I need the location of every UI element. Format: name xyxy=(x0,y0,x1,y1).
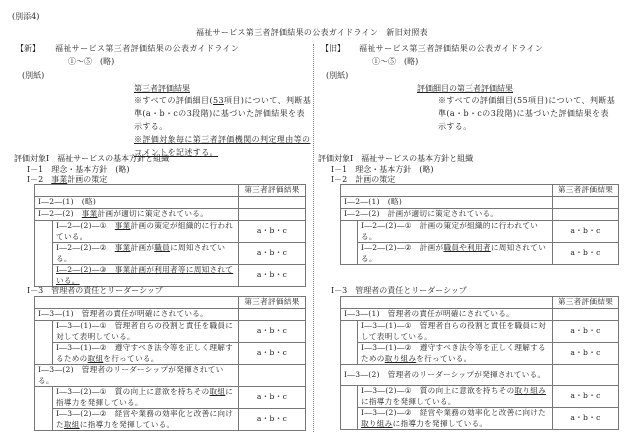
table-row xyxy=(341,365,619,386)
text-segment: ※すべての評価細目( xyxy=(134,96,213,105)
item-label xyxy=(358,243,553,265)
table-row xyxy=(35,409,306,431)
new-sheet-label: (別紙) xyxy=(22,71,45,80)
text-segment: 計画の策定が組織的に行われている。 xyxy=(56,221,234,241)
text-segment: に周知されている。 xyxy=(56,243,226,263)
table-row xyxy=(341,321,619,343)
result-cell: a・b・c xyxy=(553,343,619,365)
result-cell: a・b・c xyxy=(553,408,619,430)
table-row xyxy=(35,197,306,209)
new-evaluation-target: 評価対象Ⅰ 福祉サービスの基本方針と組織 xyxy=(14,154,170,163)
text-segment: Ⅰ―3―(2)―① 質の向上に意欲を持ちその xyxy=(56,387,210,396)
table-row xyxy=(35,321,306,343)
result-cell xyxy=(553,365,619,386)
table-row xyxy=(341,209,619,221)
underlined-text: 取組 xyxy=(63,419,80,429)
column-header-result: 第三者評価結果 xyxy=(553,297,619,309)
table-row xyxy=(341,343,619,365)
old-sheet-label: (別紙) xyxy=(326,71,349,80)
result-cell: a・b・c xyxy=(239,387,306,409)
result-cell: a・b・c xyxy=(239,221,306,243)
text-segment: 項目)について、判断基準(a・b・cの3段階)に基づいた評価結果を表示する。 xyxy=(134,96,312,131)
item-label xyxy=(358,408,553,430)
text-segment: 計画が xyxy=(130,243,155,252)
result-cell: a・b・c xyxy=(553,321,619,343)
item-label xyxy=(53,243,239,265)
old-section-3: Ⅰ－3 管理者の責任とリーダーシップ xyxy=(331,286,467,295)
new-guideline-title: 福祉サービス第三者評価結果の公表ガイドライン xyxy=(55,44,240,53)
underlined-text: 事業 xyxy=(81,209,98,219)
underlined-text: 取り組み xyxy=(514,386,547,395)
result-cell: a・b・c xyxy=(239,321,306,343)
item-label xyxy=(53,221,239,243)
column-header-result: 第三者評価結果 xyxy=(239,297,306,309)
result-cell: a・b・c xyxy=(553,221,619,243)
result-cell xyxy=(553,197,619,209)
underlined-text: 事業 xyxy=(114,243,131,252)
underlined-text: 事業 xyxy=(51,175,68,184)
indent-cell xyxy=(35,343,53,365)
indent-cell xyxy=(35,265,53,287)
indent-cell xyxy=(35,221,53,243)
text-segment: に指導力を発揮している。 xyxy=(392,418,488,428)
text-segment: Ⅰ―3―(2)―② 経営や業務の効率化と改善に向けた xyxy=(361,408,547,417)
item-label xyxy=(358,386,553,408)
indent-cell xyxy=(341,343,358,365)
text-segment: 計画の策定 xyxy=(67,175,108,184)
text-segment: Ⅰ―3―(2)―① 質の向上に意欲を持ちその xyxy=(361,386,515,395)
item-label xyxy=(358,221,553,243)
item-label xyxy=(35,197,239,209)
indent-cell xyxy=(35,409,53,431)
indent-cell xyxy=(341,221,358,243)
table-row xyxy=(35,309,306,321)
table-row xyxy=(35,243,306,265)
table-row xyxy=(35,209,306,221)
underlined-text: 取り組み xyxy=(384,353,417,363)
new-section-1: Ⅰ－1 理念・基本方針 (略) xyxy=(27,165,130,174)
underlined-text: 取組 xyxy=(87,353,104,363)
text-segment: を行っている。 xyxy=(416,353,472,363)
new-note1 xyxy=(134,94,312,133)
new-tag: 【新】 xyxy=(16,44,40,53)
item-label xyxy=(53,387,239,409)
text-segment: Ⅰ―3―(1)―① 管理者自らの役割と責任を職員に対して表明している。 xyxy=(56,321,234,341)
table-row xyxy=(35,365,306,387)
result-cell xyxy=(553,209,619,221)
underlined-text: 53 xyxy=(212,96,224,105)
result-cell: a・b・c xyxy=(239,409,306,431)
text-segment: Ⅰ―3―(2)―② 経営や業務の効率化と改善に向けた xyxy=(56,409,234,429)
item-label xyxy=(35,209,239,221)
underlined-text: 職員 xyxy=(154,243,171,252)
item-label xyxy=(341,209,553,221)
text-segment: Ⅰ―2―(1) (略) xyxy=(344,197,403,207)
column-divider xyxy=(313,44,314,432)
result-cell: a・b・c xyxy=(239,265,306,287)
text-segment: Ⅰ―3―(1) 管理者の責任が明確にされている。 xyxy=(344,309,515,319)
text-segment: Ⅰ―3―(2) 管理者のリーダーシップが発揮されている。 xyxy=(38,365,224,385)
new-heading: 第三者評価結果 xyxy=(134,84,190,93)
new-omitted: ①～⑤ (略) xyxy=(68,57,115,66)
text-segment: Ⅰ―3―(2) 管理者のリーダーシップが発揮されている。 xyxy=(344,369,546,379)
result-cell xyxy=(553,309,619,321)
underlined-text: Ⅰ―2―(2)―③ 事業計画が利用者等に周知されている。 xyxy=(56,265,234,285)
text-segment: Ⅰ―3―(1) 管理者の責任が明確にされている。 xyxy=(38,309,209,319)
table-row xyxy=(341,386,619,408)
text-segment: に指導力を発揮している。 xyxy=(79,419,175,429)
text-segment: Ⅰ―2―(2) 計画が適切に策定されている。 xyxy=(344,209,499,219)
underlined-text: 取り組み xyxy=(361,418,393,428)
table-row xyxy=(341,197,619,209)
underlined-text: 職員や利用者 xyxy=(443,243,491,252)
text-segment: Ⅰ―2―(2)―② xyxy=(56,243,115,252)
new-section-3: Ⅰ－3 管理者の責任とリーダーシップ xyxy=(27,286,163,295)
item-label xyxy=(35,309,239,321)
table-row xyxy=(341,221,619,243)
text-segment: 計画が適切に策定されている。 xyxy=(97,209,209,219)
item-label xyxy=(53,343,239,365)
old-heading: 評価細目の第三者評価結果 xyxy=(417,84,513,93)
old-table-section-3 xyxy=(340,296,619,430)
underlined-text: 事業 xyxy=(114,221,131,230)
text-segment: Ⅰ―3―(1)―② 遵守すべき法令等を正しく理解するための xyxy=(56,343,234,363)
old-omitted: ①～⑤ (略) xyxy=(372,57,419,66)
result-cell xyxy=(239,209,306,221)
attachment-label: (別添4) xyxy=(12,12,40,21)
table-row xyxy=(341,243,619,265)
item-label xyxy=(341,365,553,386)
header-blank xyxy=(341,297,553,309)
column-header-result: 第三者評価結果 xyxy=(239,185,306,197)
text-segment: を行っている。 xyxy=(103,353,159,363)
new-note2: ※評価対象毎に第三者評価機関の判定理由等のコメントを記述する。 xyxy=(134,135,311,157)
underlined-text: 取組 xyxy=(209,387,226,396)
header-blank xyxy=(35,297,239,309)
text-segment: Ⅰ―2―(2)―② 計画が xyxy=(361,243,444,252)
header-blank xyxy=(35,185,239,197)
text-segment: Ⅰ―2―(2)―① 計画の策定が組織的に行われている。 xyxy=(361,221,539,241)
text-segment: Ⅰ―2―(2) xyxy=(38,209,82,219)
document-title: 福祉サービス第三者評価結果の公表ガイドライン 新旧対照表 xyxy=(196,28,428,37)
new-table-section-3 xyxy=(34,296,306,431)
table-row xyxy=(341,309,619,321)
item-label xyxy=(341,309,553,321)
header-blank xyxy=(341,185,553,197)
text-segment: ※すべての評価細目(55項目)について、判断基準(a・b・cの3段階)に基づいた評価結果を表示する。 xyxy=(438,96,616,131)
text-segment: Ⅰ－2 計画の策定 xyxy=(331,175,396,184)
item-label xyxy=(53,265,239,287)
text-segment: Ⅰ－2 xyxy=(27,175,52,184)
old-note1 xyxy=(438,94,616,133)
indent-cell xyxy=(341,386,358,408)
result-cell xyxy=(239,309,306,321)
result-cell: a・b・c xyxy=(553,386,619,408)
indent-cell xyxy=(341,321,358,343)
table-row xyxy=(35,343,306,365)
indent-cell xyxy=(35,321,53,343)
text-segment: Ⅰ―3―(1)―② 遵守すべき法令等を正しく理解するための xyxy=(361,343,546,363)
old-guideline-title: 福祉サービス第三者評価結果の公表ガイドライン xyxy=(359,44,544,53)
old-section-1: Ⅰ－1 理念・基本方針 (略) xyxy=(331,165,434,174)
text-segment: に指導力を発揮している。 xyxy=(361,396,456,406)
table-row xyxy=(35,387,306,409)
item-label xyxy=(53,409,239,431)
item-label xyxy=(358,343,553,365)
indent-cell xyxy=(35,243,53,265)
old-tag: 【旧】 xyxy=(321,44,345,53)
result-cell: a・b・c xyxy=(239,343,306,365)
old-evaluation-target: 評価対象Ⅰ 福祉サービスの基本方針と組織 xyxy=(318,154,474,163)
column-header-result: 第三者評価結果 xyxy=(553,185,619,197)
table-row xyxy=(35,221,306,243)
table-row xyxy=(341,408,619,430)
indent-cell xyxy=(341,408,358,430)
result-cell: a・b・c xyxy=(239,243,306,265)
item-label xyxy=(53,321,239,343)
text-segment: Ⅰ―3―(1)―① 管理者自らの役割と責任を職員に対して表明している。 xyxy=(361,321,547,341)
old-table-section-2 xyxy=(340,184,619,265)
indent-cell xyxy=(35,387,53,409)
text-segment: に指導力を発揮している。 xyxy=(56,387,234,407)
text-segment: Ⅰ―2―(1) (略) xyxy=(38,197,97,207)
indent-cell xyxy=(341,243,358,265)
result-cell: a・b・c xyxy=(553,243,619,265)
text-segment: Ⅰ―2―(2)―① xyxy=(56,221,115,230)
result-cell xyxy=(239,197,306,209)
table-row xyxy=(35,265,306,287)
result-cell xyxy=(239,365,306,387)
item-label xyxy=(341,197,553,209)
text-segment: に周知されている。 xyxy=(361,243,547,263)
item-label xyxy=(35,365,239,387)
item-label xyxy=(358,321,553,343)
new-table-section-2 xyxy=(34,184,306,287)
